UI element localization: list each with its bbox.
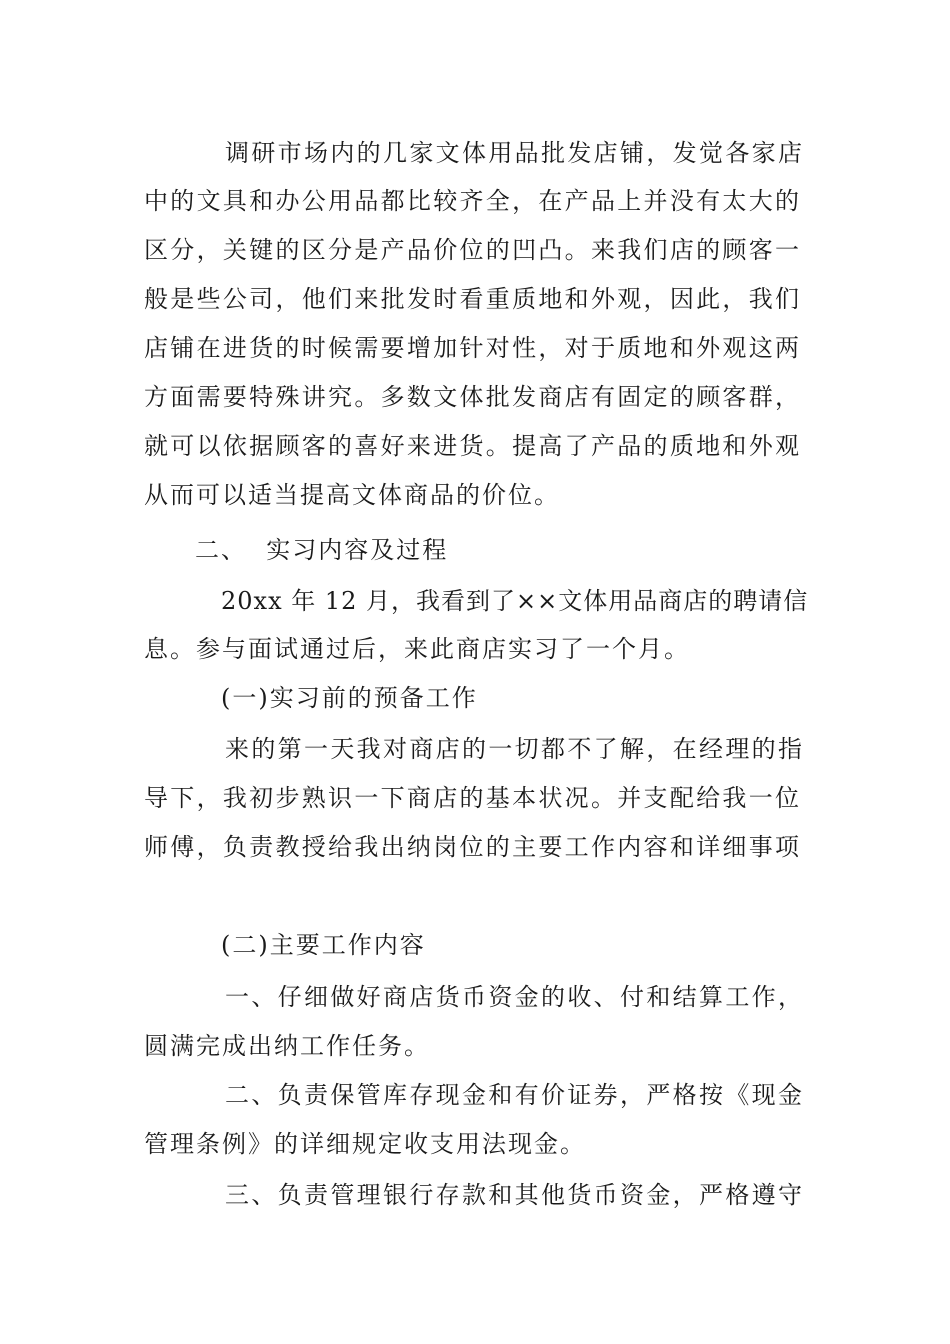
section-heading: 二、 实习内容及过程 bbox=[195, 536, 449, 564]
paragraph-line: 来的第一天我对商店的一切都不了解，在经理的指 bbox=[225, 735, 803, 763]
paragraph-line: 调研市场内的几家文体用品批发店铺，发觉各家店 bbox=[225, 139, 803, 167]
paragraph-line: 从而可以适当提高文体商品的价位。 bbox=[144, 481, 560, 509]
paragraph-line: 就可以依据顾客的喜好来进货。提高了产品的质地和外观 bbox=[144, 432, 800, 460]
list-item-line: 三、负责管理银行存款和其他货币资金，严格遵守 bbox=[225, 1181, 803, 1209]
paragraph-line: 中的文具和办公用品都比较齐全，在产品上并没有太大的 bbox=[144, 187, 800, 215]
paragraph-line: 20xx 年 12 月，我看到了××文体用品商店的聘请信 bbox=[221, 587, 809, 615]
subheading: (二)主要工作内容 bbox=[221, 931, 426, 959]
list-item-line: 圆满完成出纳工作任务。 bbox=[144, 1032, 430, 1060]
paragraph-line: 息。参与面试通过后，来此商店实习了一个月。 bbox=[144, 635, 690, 663]
paragraph-line: 导下，我初步熟识一下商店的基本状况。并支配给我一位 bbox=[144, 784, 800, 812]
paragraph-line: 区分，关键的区分是产品价位的凹凸。来我们店的顾客一 bbox=[144, 236, 800, 264]
list-item-line: 一、仔细做好商店货币资金的收、付和结算工作， bbox=[225, 983, 803, 1011]
list-item-line: 管理条例》的详细规定收支用法现金。 bbox=[144, 1130, 586, 1158]
list-item-line: 二、负责保管库存现金和有价证券，严格按《现金 bbox=[225, 1081, 803, 1109]
paragraph-line: 师傅，负责教授给我出纳岗位的主要工作内容和详细事项 bbox=[144, 833, 800, 861]
subheading: (一)实习前的预备工作 bbox=[221, 684, 478, 712]
paragraph-line: 般是些公司，他们来批发时看重质地和外观，因此，我们 bbox=[144, 285, 800, 313]
paragraph-line: 店铺在进货的时候需要增加针对性，对于质地和外观这两 bbox=[144, 334, 800, 362]
paragraph-line: 方面需要特殊讲究。多数文体批发商店有固定的顾客群， bbox=[144, 383, 800, 411]
